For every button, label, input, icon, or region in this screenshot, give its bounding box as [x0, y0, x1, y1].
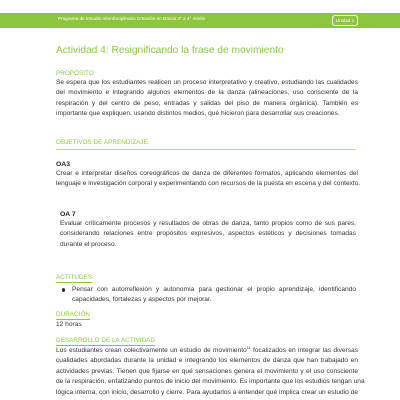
text-line: del movimiento e integrando algunos elementos de la danza (alineaciones, uso consciente de la — [56, 89, 358, 97]
oa3-text — [56, 169, 361, 190]
duracion-value — [56, 320, 358, 330]
text-line: 12 horas — [56, 321, 82, 328]
duracion-label: DURACIÓN — [56, 311, 90, 318]
text-line: cualidades abordadas durante la unidad e integrando los elementos de danza que han trabajado en — [56, 357, 358, 365]
desarrollo-label: DESARROLLO DE LA ACTIVIDAD — [56, 337, 155, 344]
text-segment: Los estudiantes crean colectivamente un estudio de movimiento — [56, 347, 247, 354]
section-divider — [56, 149, 356, 150]
proposito-text — [56, 78, 358, 120]
text-line: respiración y del centro de peso, entradas y salidas del piso de manera orgánica). También es — [56, 99, 358, 107]
oa3-code: OA3 — [56, 161, 70, 168]
proposito-label: PROPÓSITO — [56, 70, 94, 77]
text-line: Crear e interpretar diseños coreográficos de danza de diferentes formatos, aplicando elementos del — [56, 170, 358, 177]
oa7-code: OA 7 — [60, 211, 76, 218]
header-bar — [0, 13, 400, 28]
footnote-marker: 11 — [246, 345, 251, 350]
text-line — [56, 346, 358, 356]
text-line: lógica interna, con inicio, desarrollo y cierre. Para ayudarlos a entender qué implica crear un estudio de — [56, 388, 358, 396]
oa7-text — [60, 219, 356, 250]
text-line: de la respiración, enfatizando puntos de inicio del movimiento. Es importante que los estudios tengan una — [56, 378, 365, 386]
text-line: Pensar con autorreflexión y autonomía para gestionar el propio aprendizaje, identificando — [72, 286, 356, 293]
desarrollo-text — [56, 345, 365, 398]
program-title: Programa de Estudio Interdisciplinario Creación en Danza 3° a 4° medio — [58, 16, 206, 21]
unit-badge: Unidad 1 — [332, 15, 358, 26]
actitudes-label: ACTITUDES — [56, 274, 93, 281]
text-line: Evaluar críticamente procesos y resultados de obras de danza, tanto propios como de sus pares, — [60, 220, 356, 227]
objetivos-label: OBJETIVOS DE APRENDIZAJE — [56, 139, 148, 146]
text-line: considerando relaciones entre propósitos expresivos, aspectos estéticos y decisiones tomadas — [60, 230, 356, 238]
text-line: durante el proceso. — [60, 240, 117, 248]
text-line: importante que expliquen, usando distintos medios, qué hicieron para desarrollar sus creaciones. — [56, 110, 340, 118]
text-line: Se espera que los estudiantes realicen un proceso interpretativo y creativo, estudiando las cualidades — [56, 79, 358, 86]
text-segment: focalizados en integrar las diversas — [250, 347, 358, 354]
bullet-icon — [62, 288, 65, 291]
activity-title: Actividad 4: Resignificando la frase de movimiento — [56, 45, 284, 56]
text-line: capacidades, fortalezas y aspectos por mejorar. — [72, 296, 212, 304]
text-line: actividades previas. Tienen que fijarse en qué sensaciones genera el movimiento y el uso consciente — [56, 367, 358, 375]
actitud-text — [72, 285, 356, 306]
text-line: lenguaje e investigación corporal y experimentando con recursos de la puesta en escena y del contexto. — [56, 180, 361, 188]
